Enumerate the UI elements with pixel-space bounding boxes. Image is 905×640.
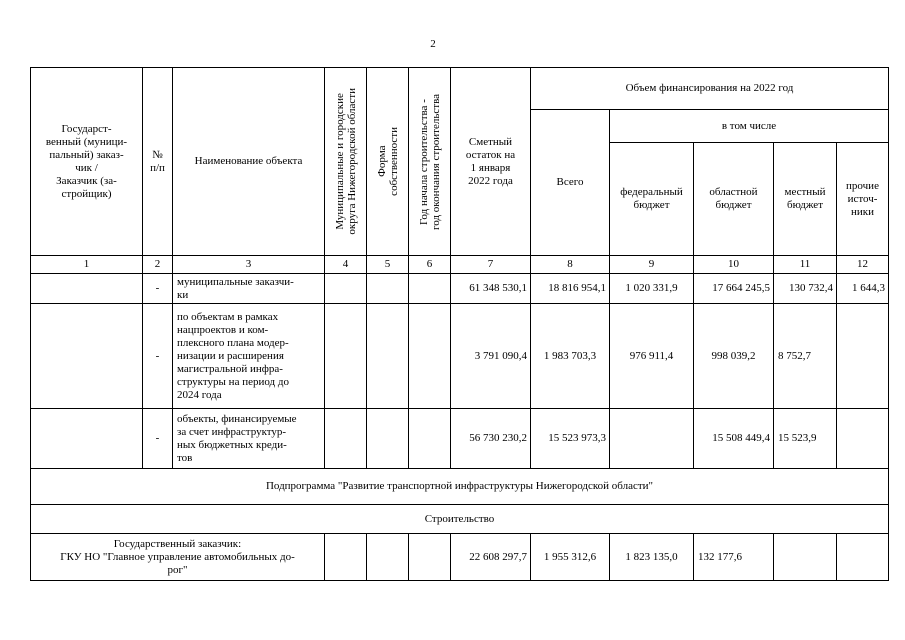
cell-ownership [367, 304, 409, 409]
cell-local [774, 534, 837, 581]
table-row [31, 534, 889, 581]
header-including: в том числе [610, 110, 889, 143]
cell-number: - [143, 304, 173, 409]
cell-federal: 976 911,4 [610, 304, 694, 409]
cell-municipality [325, 304, 367, 409]
col-number: 4 [325, 256, 367, 274]
subprogram-title: Подпрограмма "Развитие транспортной инфраструктуры Нижегородской области" [31, 469, 889, 505]
header-federal: федеральный бюджет [610, 143, 694, 256]
cell-municipality [325, 409, 367, 469]
cell-number: - [143, 409, 173, 469]
col-number: 6 [409, 256, 451, 274]
header-years: Год начала строительства - год окончания строительства [409, 68, 451, 256]
cell-total: 15 523 973,3 [531, 409, 610, 469]
cell-regional: 132 177,6 [694, 534, 774, 581]
cell-local: 15 523,9 [774, 409, 837, 469]
cell-customer [31, 274, 143, 304]
cell-estimate: 3 791 090,4 [451, 304, 531, 409]
cell-total: 18 816 954,1 [531, 274, 610, 304]
cell-other: 1 644,3 [837, 274, 889, 304]
cell-regional: 15 508 449,4 [694, 409, 774, 469]
cell-years [409, 409, 451, 469]
cell-object-name: муниципальные заказчи- ки [173, 274, 325, 304]
table-row [31, 409, 889, 469]
col-number: 9 [610, 256, 694, 274]
header-regional: областной бюджет [694, 143, 774, 256]
header-ownership: Форма собственности [367, 68, 409, 256]
cell-object-name: объекты, финансируемые за счет инфраструктур- ных бюджетных креди- тов [173, 409, 325, 469]
col-number: 3 [173, 256, 325, 274]
col-number: 11 [774, 256, 837, 274]
section-title: Строительство [31, 505, 889, 534]
cell-years [409, 274, 451, 304]
col-number: 10 [694, 256, 774, 274]
cell-municipality [325, 534, 367, 581]
cell-other [837, 304, 889, 409]
column-numbers-row [31, 256, 889, 274]
cell-ownership [367, 274, 409, 304]
cell-years [409, 304, 451, 409]
cell-state-customer: Государственный заказчик: ГКУ НО "Главное управление автомобильных до- рог" [31, 534, 325, 581]
cell-number: - [143, 274, 173, 304]
financing-table [30, 67, 889, 581]
cell-other [837, 409, 889, 469]
page-number: 2 [430, 38, 436, 50]
cell-ownership [367, 409, 409, 469]
header-number: № п/п [143, 68, 173, 256]
cell-regional: 998 039,2 [694, 304, 774, 409]
cell-object-name: по объектам в рамках нацпроектов и ком- плексного плана модер- низации и расширения магистральной инфра- структуры на период до 2024 года [173, 304, 325, 409]
cell-estimate: 61 348 530,1 [451, 274, 531, 304]
header-total: Всего [531, 110, 610, 256]
cell-estimate: 22 608 297,7 [451, 534, 531, 581]
cell-federal [610, 409, 694, 469]
cell-federal: 1 823 135,0 [610, 534, 694, 581]
cell-customer [31, 304, 143, 409]
cell-customer [31, 409, 143, 469]
cell-local: 8 752,7 [774, 304, 837, 409]
header-customer: Государст- венный (муници- пальный) заказ- чик / Заказчик (за- стройщик) [31, 68, 143, 256]
header-estimate: Сметный остаток на 1 января 2022 года [451, 68, 531, 256]
header-local: местный бюджет [774, 143, 837, 256]
col-number: 1 [31, 256, 143, 274]
col-number: 8 [531, 256, 610, 274]
col-number: 5 [367, 256, 409, 274]
table-row [31, 304, 889, 409]
header-other: прочие источ- ники [837, 143, 889, 256]
cell-federal: 1 020 331,9 [610, 274, 694, 304]
col-number: 2 [143, 256, 173, 274]
cell-regional: 17 664 245,5 [694, 274, 774, 304]
table-row [31, 274, 889, 304]
cell-total: 1 955 312,6 [531, 534, 610, 581]
header-funding: Объем финансирования на 2022 год [531, 68, 889, 110]
cell-years [409, 534, 451, 581]
cell-ownership [367, 534, 409, 581]
cell-municipality [325, 274, 367, 304]
cell-local: 130 732,4 [774, 274, 837, 304]
col-number: 12 [837, 256, 889, 274]
cell-total: 1 983 703,3 [531, 304, 610, 409]
header-municipality: Муниципальные и городские округа Нижегородской области [325, 68, 367, 256]
header-object-name: Наименование объекта [173, 68, 325, 256]
cell-estimate: 56 730 230,2 [451, 409, 531, 469]
col-number: 7 [451, 256, 531, 274]
cell-other [837, 534, 889, 581]
